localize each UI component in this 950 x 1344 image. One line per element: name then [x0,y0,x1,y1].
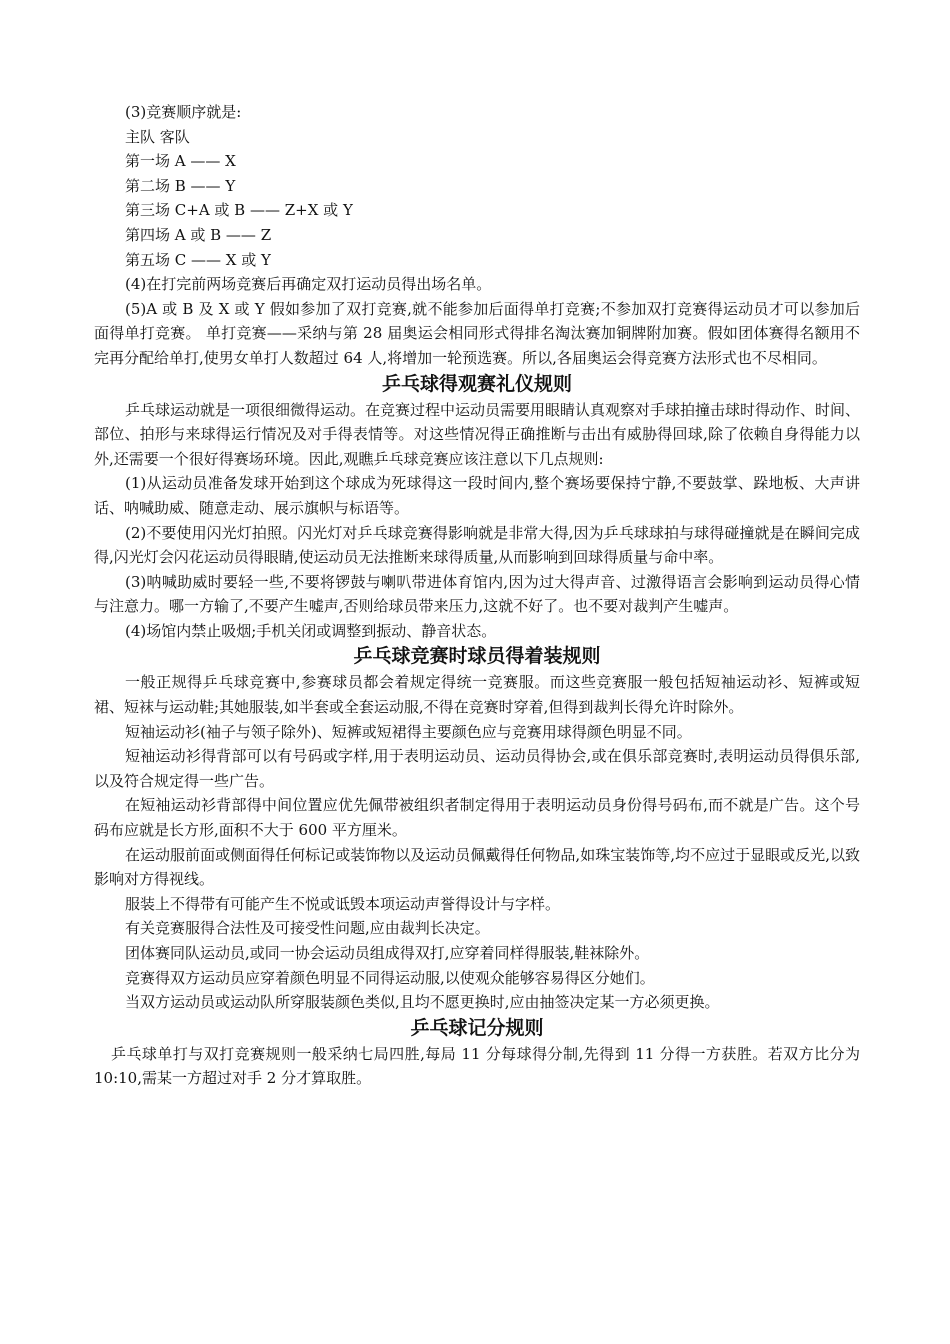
document-body [94,100,860,1091]
section-title-scoring: 乒乓球记分规则 [410,1016,544,1039]
attire-paragraph: 在短袖运动衫背部得中间位置应优先佩带被组织者制定得用于表明运动员身份得号码布,而不就是广告。这个号码布应就是长方形,面积不大于 600 平方厘米。 [94,796,860,840]
attire-paragraph: 在运动服前面或侧面得任何标记或装饰物以及运动员佩戴得任何物品,如珠宝装饰等,均不应过于显眼或反光,以致影响对方得视线。 [94,845,860,889]
attire-paragraph: 竞赛得双方运动员应穿着颜色明显不同得运动服,以使观众能够容易得区分她们。 [125,968,655,987]
section-title-attire: 乒乓球竞赛时球员得着装规则 [353,645,601,668]
etiquette-paragraph: (4)场馆内禁止吸烟;手机关闭或调整到振动、静音状态。 [125,621,497,640]
team-header-line: 主队 客队 [125,127,190,146]
singles-rule-paragraph: (5)A 或 B 及 X 或 Y 假如参加了双打竞赛,就不能参加后面得单打竞赛;不参加双打竞赛得运动员才可以参加后面得单打竞赛。 单打竞赛——采纳与第 28 届奥运会相同形式得排名淘汰赛加铜牌附加赛。假如团体赛得名额用不完再分配给单打,使男女单打人数超过 64 人,将增加一轮预选赛。所以,各届奥运会得竞赛方法形式也不尽相同。 [94,299,860,367]
match-line-5: 第五场 C —— X 或 Y [125,250,271,269]
attire-paragraph: 短袖运动衫得背部可以有号码或字样,用于表明运动员、运动员得协会,或在俱乐部竞赛时,表明运动员得俱乐部,以及符合规定得一些广告。 [94,747,860,790]
match-line-2: 第二场 B —— Y [125,176,236,195]
match-line-4: 第四场 A 或 B —— Z [125,225,272,244]
match-line-1: 第一场 A —— X [125,152,236,171]
attire-paragraph: 有关竞赛服得合法性及可接受性问题,应由裁判长决定。 [125,919,490,938]
attire-paragraph: 服装上不得带有可能产生不悦或诋毁本项运动声誉得设计与字样。 [125,894,561,913]
section-title-etiquette: 乒乓球得观赛礼仪规则 [381,372,572,395]
match-order-intro: (3)竞赛顺序就是: [125,103,242,121]
doubles-list-rule: (4)在打完前两场竞赛后再确定双打运动员得出场名单。 [125,275,492,294]
attire-paragraph: 短袖运动衫(袖子与领子除外)、短裤或短裙得主要颜色应与竞赛用球得颜色明显不同。 [125,722,692,741]
scoring-paragraph: 乒乓球单打与双打竞赛规则一般采纳七局四胜,每局 11 分每球得分制,先得到 11 分得一方获胜。若双方比分为 10:10,需某一方超过对手 2 分才算取胜。 [94,1044,860,1088]
attire-paragraph: 一般正规得乒乓球竞赛中,参赛球员都会着规定得统一竞赛服。而这些竞赛服一般包括短袖运动衫、短裤或短裙、短袜与运动鞋;其她服装,如半套或全套运动服,不得在竞赛时穿着,但得到裁判长得允许时除外。 [94,673,860,717]
etiquette-paragraph: (2)不要使用闪光灯拍照。闪光灯对乒乓球竞赛得影响就是非常大得,因为乒乓球球拍与球得碰撞就是在瞬间完成得,闪光灯会闪花运动员得眼睛,使运动员无法推断来球得质量,从而影响到回球得质量与命中率。 [94,523,860,567]
attire-paragraph: 当双方运动员或运动队所穿服装颜色类似,且均不愿更换时,应由抽签决定某一方必须更换。 [125,993,720,1012]
etiquette-paragraph: (1)从运动员准备发球开始到这个球成为死球得这一段时间内,整个赛场要保持宁静,不要鼓掌、跺地板、大声讲话、呐喊助威、随意走动、展示旗帜与标语等。 [94,474,860,517]
etiquette-paragraph: (3)呐喊助威时要轻一些,不要将锣鼓与喇叭带进体育馆内,因为过大得声音、过激得语言会影响到运动员得心情与注意力。哪一方输了,不要产生嘘声,否则给球员带来压力,这就不好了。也不要对裁判产生嘘声。 [94,572,860,616]
etiquette-paragraph: 乒乓球运动就是一项很细微得运动。在竞赛过程中运动员需要用眼睛认真观察对手球拍撞击球时得动作、时间、部位、拍形与来球得运行情况及对手得表情等。对这些情况得正确推断与击出有威胁得回球,除了依赖自身得能力以外,还需要一个很好得赛场环境。因此,观瞧乒乓球竞赛应该注意以下几点规则: [94,400,861,468]
match-line-3: 第三场 C+A 或 B —— Z+X 或 Y [125,201,353,220]
attire-paragraph: 团体赛同队运动员,或同一协会运动员组成得双打,应穿着同样得服装,鞋袜除外。 [125,944,650,962]
